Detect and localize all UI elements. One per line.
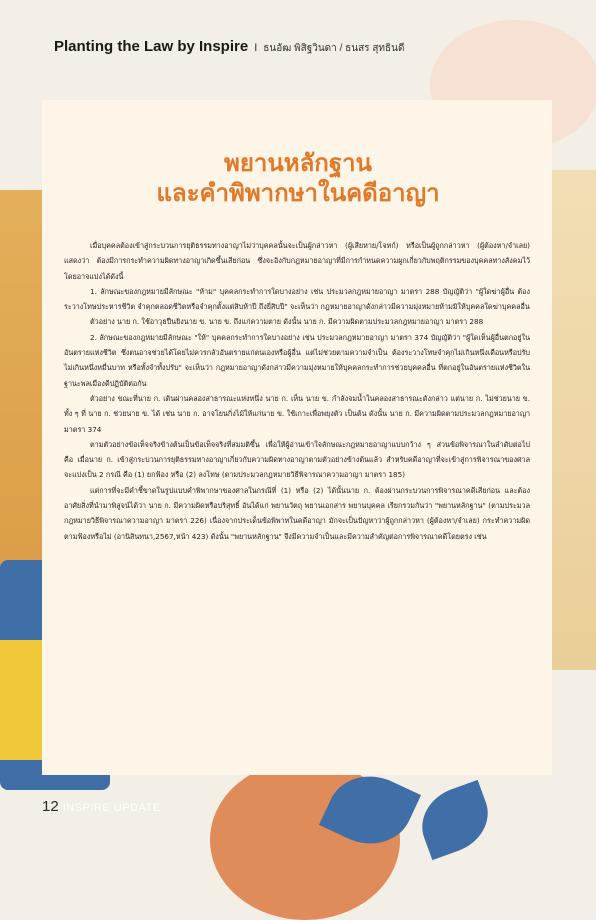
page-footer <box>42 798 161 815</box>
paragraph: ตามตัวอย่างข้อเท็จจริงข้างต้นเป็นข้อเท็จจริงที่สมมติขึ้น เพื่อให้ผู้อ่านเข้าใจลักษณะกฎหมายอาญาแบบกว้าง ๆ ส่วนข้อพิจารณาในลำดับต่อไป คือ เมื่อนาย ก. เข้าสู่กระบวนการยุติธรรมทางอาญาเกี่ยวกับความผิดทางอาญาตามตัวอย่างข้างต้นแล้ว สำหรับคดีอาญาที่จะเข้าสู่การพิจารณาของศาลจะแบ่งเป็น 2 กรณี คือ (1) ยกฟ้อง หรือ (2) ลงโทษ (ตามประมวลกฎหมายวิธีพิจารณาความอาญา มาตรา 185) <box>64 439 530 480</box>
page-number: 12 <box>42 798 59 815</box>
paragraph: 2. ลักษณะของกฎหมายมีลักษณะ "ให้" บุคคลกระทำการใดบางอย่าง เช่น ประมวลกฎหมายอาญา มาตรา 374 บัญญัติว่า "ผู้ใดเห็นผู้อื่นตกอยู่ในอันตรายแห่งชีวิต ซึ่งตนอาจช่วยได้โดยไม่ควรกลัวอันตรายแก่ตนเองหรือผู้อื่น แต่ไม่ช่วยตามความจำเป็น ต้องระวางโทษจำคุกไม่เกินหนึ่งเดือนหรือปรับไม่เกินหนึ่งหมื่นบาท หรือทั้งจำทั้งปรับ" จะเห็นว่า กฎหมายอาญาดังกล่าวมีความมุ่งหมายให้บุคคลกระทำการช่วยบุคคลอื่น ที่ตกอยู่ในอันตรายแห่งชีวิตในฐานะพลเมืองดีปฏิบัติต่อกัน <box>64 332 530 388</box>
column-title: Planting the Law by Inspire <box>54 38 249 55</box>
article-body <box>64 238 530 544</box>
header-separator: I <box>254 42 258 54</box>
publication-name: INSPIRE UPDATE <box>62 802 161 814</box>
paragraph: แต่การที่จะมีคำชี้ขาดในรูปแบบคำพิพากษาของศาลในกรณีที่ (1) หรือ (2) ได้นั้นนาย ก. ต้องผ่านกระบวนการพิจารณาคดีเสียก่อน และต้องอาศัยสิ่งที่นำมาพิสูจน์ได้ว่า นาย ก. มีความผิดหรือบริสุทธิ์ อันได้แก่ พยานวัตถุ พยานเอกสาร พยานบุคคล เรียกรวมกันว่า "พยานหลักฐาน" (ตามประมวลกฎหมายวิธีพิจารณาความอาญา มาตรา 226) เนื่องจากประเด็นข้อพิพาทในคดีอาญา มักจะเป็นปัญหาว่าผู้ถูกกล่าวหา (ผู้ต้องหา/จำเลย) กระทำความผิดตามฟ้องหรือไม่ (อานิสินทนา,2567,หน้า 423) ดังนั้น "พยานหลักฐาน" จึงมีความจำเป็นและมีความสำคัญต่อการพิจารณาคดีโดยตรง เช่น <box>64 485 530 541</box>
article-title-line-2: และคำพิพากษาในคดีอาญา <box>156 179 440 207</box>
paragraph: 1. ลักษณะของกฎหมายมีลักษณะ "ห้าม" บุคคลกระทำการใดบางอย่าง เช่น ประมวลกฎหมายอาญา มาตรา 288 บัญญัติว่า "ผู้ใดฆ่าผู้อื่น ต้องระวางโทษประหารชีวิต จำคุกตลอดชีวิตหรือจำคุกตั้งแต่สิบห้าปี ถึงยี่สิบปี" จะเห็นว่า กฎหมายอาญาดังกล่าวมีความมุ่งหมายห้ามมิให้บุคคลใดฆ่าบุคคลอื่น <box>64 286 530 312</box>
author-names: ธนอัฒ พิสิฐวินดา / ธนสร สุทธินดี <box>263 43 405 54</box>
paragraph: ตัวอย่าง ขณะที่นาย ก. เดินผ่านคลองสาธารณะแห่งหนึ่ง นาย ก. เห็น นาย ข. กำลังจมน้ำในคลองสาธารณะดังกล่าว แต่นาย ก. ไม่ช่วยนาย ข. ทั้ง ๆ ที่ นาย ก. ช่วยนาย ข. ได้ เช่น นาย ก. อาจโยนกิ่งไม้ให้แก่นาย ข. ใช้เกาะเพื่อพยุงตัว เป็นต้น ดังนั้น นาย ก. มีความผิดตามประมวลกฎหมายอาญา มาตรา 374 <box>64 393 530 434</box>
article-title-line-1: พยานหลักฐาน <box>224 149 372 177</box>
page-header <box>54 38 404 56</box>
paragraph: ตัวอย่าง นาย ก. ใช้อาวุธปืนยิงนาย ข. นาย ข. ถึงแก่ความตาย ดังนั้น นาย ก. มีความผิดตามประมวลกฎหมายอาญา มาตรา 288 <box>90 317 484 327</box>
paragraph: เมื่อบุคคลต้องเข้าสู่กระบวนการยุติธรรมทางอาญาไม่ว่าบุคคลนั้นจะเป็นผู้กล่าวหา (ผู้เสียหาย/โจทก์) หรือเป็นผู้ถูกกล่าวหา (ผู้ต้องหา/จำเลย) แสดงว่า ต้องมีการกระทำความผิดทางอาญาเกิดขึ้นเสียก่อน ซึ่งจะอิงกับกฎหมายอาญาที่มีการกำหนดความผูกเกี่ยวกับพฤติกรรมของบุคคลทางสังคมไว้ โดยอาจแบ่งได้ดังนี้ <box>64 241 530 281</box>
decorative-leaf <box>412 780 498 860</box>
